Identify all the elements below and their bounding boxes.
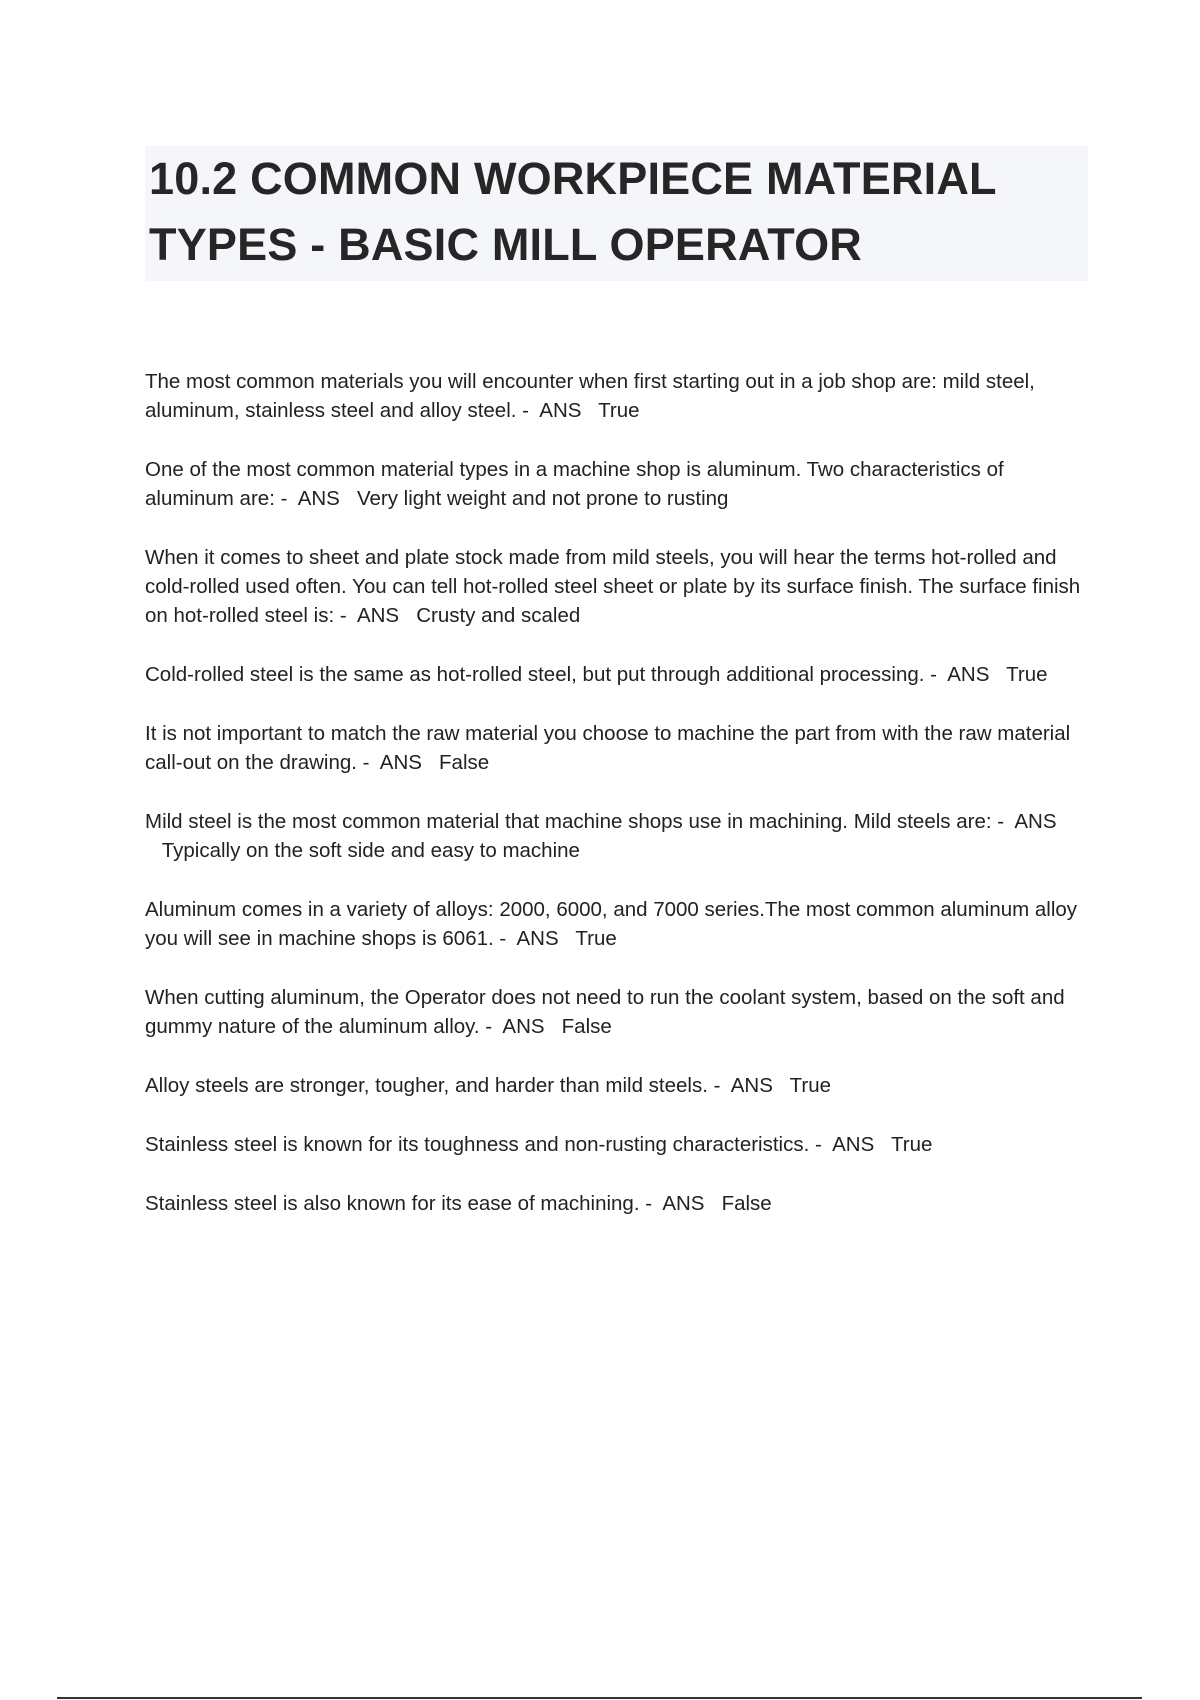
qa-answer: True [789,1074,831,1097]
qa-gap [704,1192,721,1215]
qa-answer: Crusty and scaled [416,604,581,627]
qa-gap [773,1074,790,1097]
qa-question: Stainless steel is known for its toughness and non-rusting characteristics. [145,1133,810,1156]
qa-gap [581,399,598,422]
qa-item [145,367,1090,425]
qa-ans-label: ANS [730,1074,773,1097]
qa-question: One of the most common material types in a machine shop is aluminum. Two characteristics of aluminum are: [145,458,1004,510]
title-line-2: TYPES - BASIC MILL OPERATOR [149,219,862,270]
qa-ans-label: ANS [379,751,422,774]
qa-separator: - [991,810,1015,833]
qa-answer: False [721,1192,772,1215]
qa-item [145,895,1090,953]
qa-gap [145,839,162,862]
qa-question: Aluminum comes in a variety of alloys: 2000, 6000, and 7000 series.The most common aluminum alloy you will see in machine shops is 6061. [145,898,1078,950]
qa-gap [545,1015,562,1038]
qa-gap [989,663,1006,686]
qa-separator: - [707,1074,731,1097]
title-block [145,146,1088,281]
qa-answer: Typically on the soft side and easy to machine [161,839,580,862]
qa-ans-label: ANS [662,1192,705,1215]
qa-answer: False [439,751,490,774]
qa-item [145,455,1090,513]
qa-item [145,807,1090,865]
qa-separator: - [809,1133,833,1156]
qa-gap [874,1133,891,1156]
qa-separator: - [924,663,948,686]
qa-item [145,719,1090,777]
qa-ans-label: ANS [516,927,559,950]
qa-item [145,1189,1090,1218]
qa-answer: False [561,1015,612,1038]
qa-item [145,1130,1090,1159]
qa-list [145,367,1090,1248]
qa-separator: - [479,1015,503,1038]
qa-question: Stainless steel is also known for its ease of machining. [145,1192,640,1215]
qa-answer: Very light weight and not prone to rusting [356,487,729,510]
qa-gap [422,751,439,774]
qa-ans-label: ANS [297,487,340,510]
qa-separator: - [493,927,517,950]
qa-answer: True [1006,663,1048,686]
title-line-1: 10.2 COMMON WORKPIECE MATERIAL [149,153,997,204]
qa-gap [399,604,416,627]
qa-separator: - [516,399,540,422]
document-title [149,146,1084,278]
qa-question: The most common materials you will encounter when first starting out in a job shop are: mild steel, aluminum, stainless steel and alloy steel. [145,370,1035,422]
qa-question: When cutting aluminum, the Operator does not need to run the coolant system, based on the soft and gummy nature of the aluminum alloy. [145,986,1065,1038]
qa-answer: True [598,399,640,422]
qa-item [145,660,1090,689]
qa-gap [559,927,576,950]
qa-item [145,543,1090,630]
qa-question: It is not important to match the raw material you choose to machine the part from with the raw material call-out on the drawing. [145,722,1071,774]
qa-separator: - [639,1192,663,1215]
qa-separator: - [334,604,357,627]
qa-question: Alloy steels are stronger, tougher, and harder than mild steels. [145,1074,708,1097]
qa-answer: True [575,927,617,950]
qa-ans-label: ANS [947,663,990,686]
qa-ans-label: ANS [502,1015,545,1038]
qa-ans-label: ANS [356,604,400,627]
qa-item [145,1071,1090,1100]
qa-ans-label: ANS [1014,810,1057,833]
footer-divider [57,1697,1142,1699]
qa-question: Mild steel is the most common material that machine shops use in machining. Mild steels are: [145,810,992,833]
qa-question: Cold-rolled steel is the same as hot-rolled steel, but put through additional processing. [145,663,925,686]
qa-item [145,983,1090,1041]
qa-answer: True [890,1133,933,1156]
qa-separator: - [274,487,298,510]
qa-ans-label: ANS [539,399,582,422]
qa-separator: - [356,751,380,774]
qa-ans-label: ANS [832,1133,875,1156]
qa-gap [340,487,357,510]
qa-question: When it comes to sheet and plate stock made from mild steels, you will hear the terms hot-rolled and cold-rolled used often. You can tell hot-rolled steel sheet or plate by its surface finish. The surface finish on hot-rolled steel is: [145,546,1081,627]
